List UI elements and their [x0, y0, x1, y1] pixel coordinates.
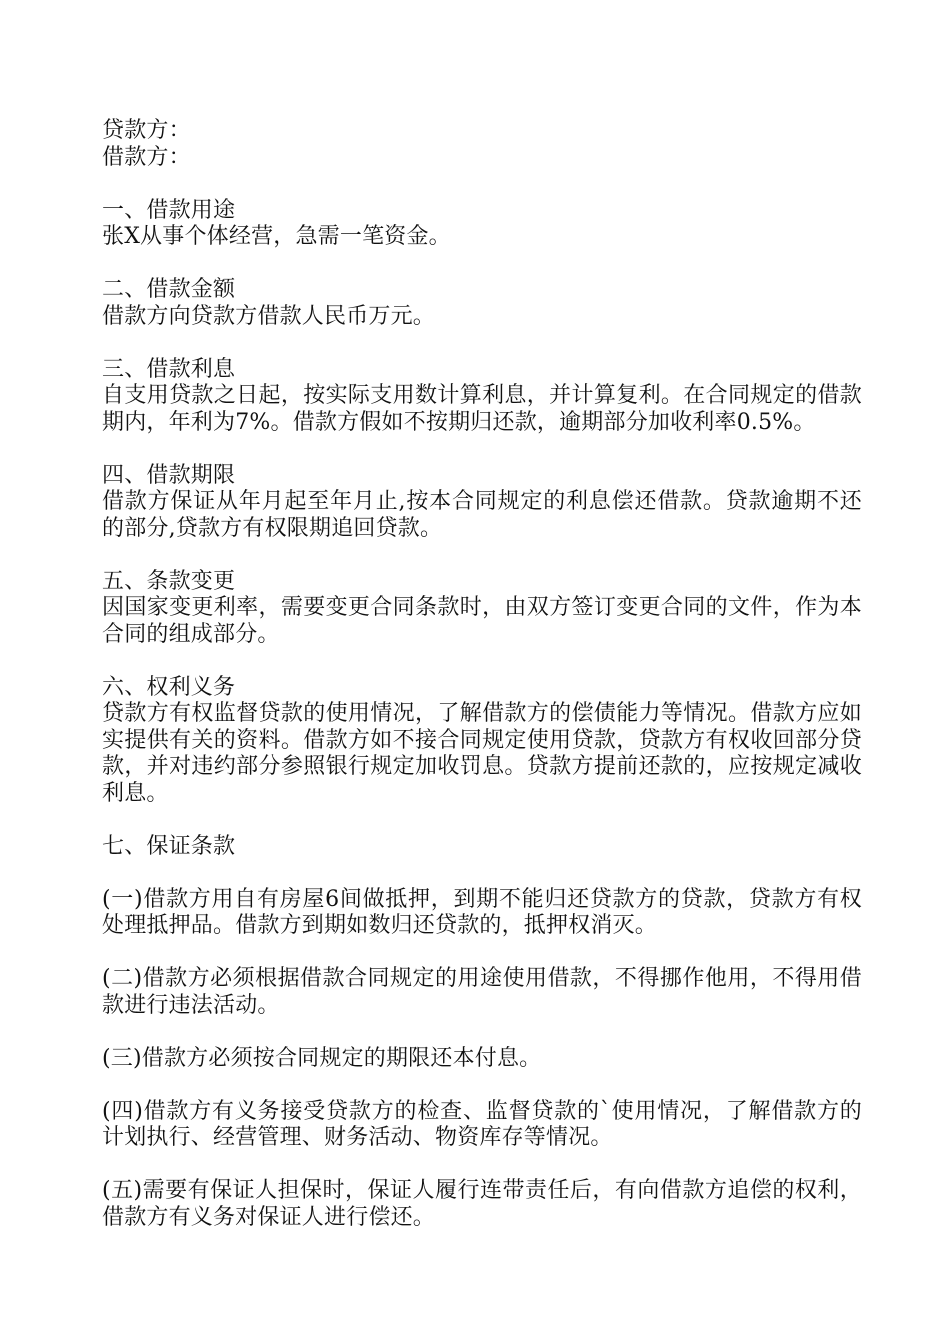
section-change-body: 因国家变更利率，需要变更合同条款时，由双方签订变更合同的文件，作为本合同的组成部分。 [102, 595, 862, 647]
section-change-heading: 五、条款变更 [102, 568, 236, 594]
guarantee-clause-4: (四)借款方有义务接受贷款方的检查、监督贷款的`使用情况，了解借款方的计划执行、经营管理、财务活动、物资库存等情况。 [102, 1098, 862, 1150]
borrower-label: 借款方： [102, 144, 191, 170]
guarantee-clause-2: (二)借款方必须根据借款合同规定的用途使用借款，不得挪作他用，不得用借款进行违法活动。 [102, 966, 862, 1018]
section-purpose-heading: 一、借款用途 [102, 197, 236, 223]
guarantee-clause-5: (五)需要有保证人担保时，保证人履行连带责任后，有向借款方追偿的权利，借款方有义务对保证人进行偿还。 [102, 1178, 862, 1230]
lender-label: 贷款方： [102, 118, 191, 143]
contract-document [102, 118, 862, 1231]
section-guarantee-heading: 七、保证条款 [102, 833, 236, 859]
guarantee-clause-3: (三)借款方必须按合同规定的期限还本付息。 [102, 1045, 542, 1071]
section-interest-heading: 三、借款利息 [102, 356, 236, 382]
guarantee-clause-1: (一)借款方用自有房屋6间做抵押，到期不能归还贷款方的贷款，贷款方有权处理抵押品。借款方到期如数归还贷款的，抵押权消灭。 [102, 886, 862, 938]
section-purpose-body: 张X从事个体经营，急需一笔资金。 [102, 224, 451, 249]
section-rights-body: 贷款方有权监督贷款的使用情况，了解借款方的偿债能力等情况。借款方应如实提供有关的资料。借款方如不接合同规定使用贷款，贷款方有权收回部分贷款，并对违约部分参照银行规定加收罚息。贷款方提前还款的，应按规定减收利息。 [102, 701, 862, 806]
section-interest-body: 自支用贷款之日起，按实际支用数计算利息，并计算复利。在合同规定的借款期内，年利为7%。借款方假如不按期归还款，逾期部分加收利率0.5%。 [102, 383, 862, 435]
section-rights-heading: 六、权利义务 [102, 674, 236, 700]
section-term-heading: 四、借款期限 [102, 462, 236, 488]
section-amount-body: 借款方向贷款方借款人民币万元。 [102, 303, 436, 329]
section-amount-heading: 二、借款金额 [102, 277, 236, 302]
section-term-body: 借款方保证从年月起至年月止,按本合同规定的利息偿还借款。贷款逾期不还的部分,贷款方有权限期追回贷款。 [102, 489, 862, 541]
